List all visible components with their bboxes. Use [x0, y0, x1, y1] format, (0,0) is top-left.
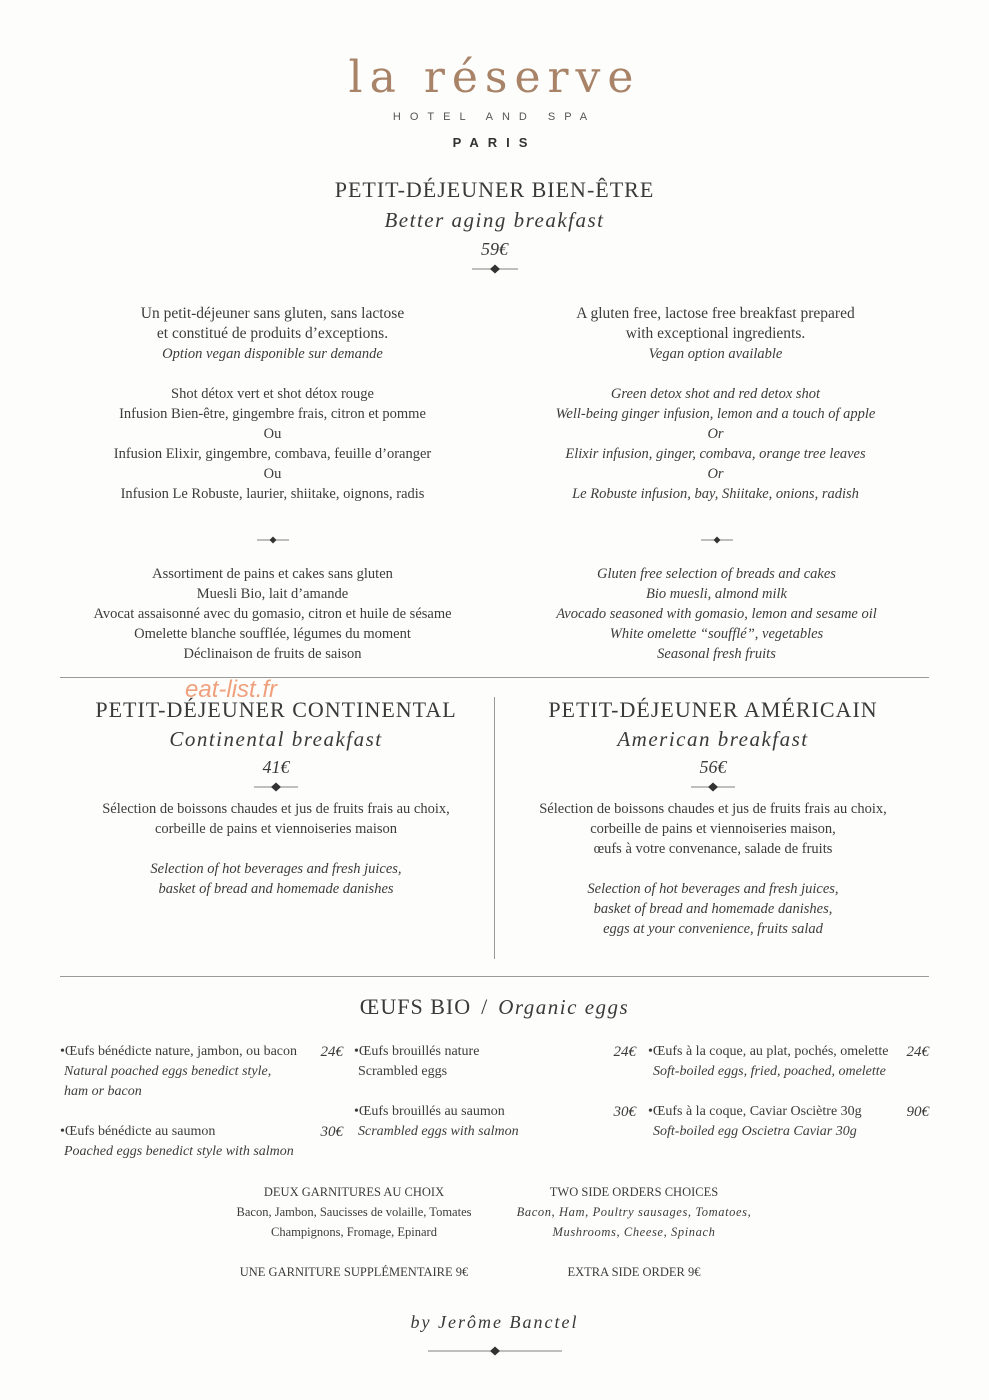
menu-line: Avocat assaisonné avec du gomasio, citron et huile de sésame	[93, 606, 452, 622]
egg-price: 24€	[320, 1044, 343, 1060]
menu-line: White omelette “soufflé”, vegetables	[609, 626, 824, 642]
american-title: PETIT-DÉJEUNER AMÉRICAIN	[548, 697, 878, 722]
menu-line: Sélection de boissons chaudes et jus de fruits frais au choix,	[539, 801, 887, 817]
menu-line: Elixir infusion, ginger, combava, orange tree leaves	[565, 446, 866, 462]
sides-line: Bacon, Ham, Poultry sausages, Tomatoes,	[516, 1205, 752, 1219]
sides-line: Mushrooms, Cheese, Spinach	[552, 1225, 716, 1239]
menu-line: Green detox shot and red detox shot	[610, 386, 821, 402]
menu-line: Well-being ginger infusion, lemon and a touch of apple	[555, 406, 876, 422]
egg-price: 90€	[906, 1104, 929, 1120]
menu-line: Bio muesli, almond milk	[646, 586, 787, 602]
egg-name: •Œufs brouillés au saumon	[354, 1104, 505, 1119]
extra-side-en: EXTRA SIDE ORDER 9€	[567, 1265, 701, 1279]
egg-item	[648, 1042, 929, 1082]
egg-price: 24€	[906, 1044, 929, 1060]
menu-line: Ou	[263, 466, 282, 482]
menu-line: Avocado seasoned with gomasio, lemon and sesame oil	[556, 606, 877, 622]
menu-line: Shot détox vert et shot détox rouge	[171, 386, 374, 402]
menu-line: Selection of hot beverages and fresh juices,	[150, 861, 402, 877]
wellness-food-fr	[50, 564, 495, 664]
menu-line: Muesli Bio, lait d’amande	[196, 586, 349, 602]
egg-name: •Œufs bénédicte nature, jambon, ou bacon	[60, 1044, 297, 1059]
egg-item	[648, 1102, 929, 1142]
american-price: 56€	[699, 757, 727, 777]
egg-item	[354, 1102, 636, 1142]
egg-item	[60, 1122, 343, 1162]
egg-name: •Œufs à la coque, au plat, pochés, omelette	[648, 1044, 889, 1059]
column-divider	[494, 697, 495, 959]
intro-line: et constitué de produits d’exceptions.	[156, 325, 389, 342]
logo-tagline: HOTEL AND SPA	[392, 111, 597, 123]
diamond-divider-icon	[691, 781, 735, 793]
egg-name: •Œufs brouillés nature	[354, 1044, 480, 1059]
egg-desc: ham or bacon	[64, 1084, 142, 1099]
menu-line: Seasonal fresh fruits	[657, 646, 776, 662]
menu-line: Sélection de boissons chaudes et jus de fruits frais au choix,	[102, 801, 450, 817]
wellness-intro-en	[503, 304, 928, 364]
egg-desc: Poached eggs benedict style with salmon	[64, 1144, 294, 1159]
menu-line: Le Robuste infusion, bay, Shiitake, onions, radish	[572, 486, 859, 502]
menu-line: Ou	[263, 426, 282, 442]
wellness-food-en	[494, 564, 939, 664]
eggs-title: ŒUFS BIO	[359, 994, 472, 1019]
continental-subtitle: Continental breakfast	[169, 727, 383, 751]
wellness-drinks-en	[503, 384, 928, 504]
sides-line: Bacon, Jambon, Saucisses de volaille, Tomates	[236, 1205, 472, 1219]
menu-line: Infusion Bien-être, gingembre frais, citron et pomme	[119, 406, 426, 422]
menu-line: Selection of hot beverages and fresh juices,	[587, 881, 839, 897]
egg-desc: Soft-boiled egg Oscietra Caviar 30g	[653, 1124, 857, 1139]
watermark: eat-list.fr	[185, 676, 278, 703]
menu-line: Assortiment de pains et cakes sans gluten	[152, 566, 393, 582]
egg-item	[354, 1042, 636, 1082]
wellness-title: PETIT-DÉJEUNER BIEN-ÊTRE	[334, 177, 655, 202]
diamond-divider-icon	[472, 263, 518, 275]
intro-line: A gluten free, lactose free breakfast prepared	[576, 305, 855, 322]
american-subtitle: American breakfast	[617, 727, 809, 751]
intro-line: with exceptional ingredients.	[625, 325, 806, 342]
extra-side-fr: UNE GARNITURE SUPPLÉMENTAIRE 9€	[239, 1265, 469, 1279]
egg-desc: Soft-boiled eggs, fried, poached, omelette	[653, 1064, 886, 1079]
menu-line: basket of bread and homemade danishes,	[593, 901, 833, 917]
egg-name: •Œufs à la coque, Caviar Osciètre 30g	[648, 1104, 862, 1119]
wellness-subtitle: Better aging breakfast	[384, 208, 605, 232]
logo-text: la réserve	[348, 52, 641, 103]
egg-desc: Natural poached eggs benedict style,	[64, 1064, 272, 1079]
diamond-divider-icon	[701, 535, 733, 545]
continental-section	[60, 697, 492, 899]
egg-desc: Scrambled eggs	[358, 1064, 448, 1079]
vegan-note: Option vegan disponible sur demande	[162, 346, 383, 362]
diamond-divider-icon	[254, 781, 298, 793]
menu-line: Déclinaison de fruits de saison	[183, 646, 362, 662]
eggs-title-slash: /	[481, 994, 489, 1019]
diamond-divider-icon	[257, 535, 289, 545]
diamond-divider-icon	[428, 1345, 562, 1357]
logo-city: PARIS	[452, 135, 537, 150]
menu-line: eggs at your convenience, fruits salad	[603, 921, 823, 937]
egg-price: 24€	[613, 1044, 636, 1060]
sides-title: DEUX GARNITURES AU CHOIX	[263, 1185, 445, 1199]
continental-price: 41€	[262, 757, 290, 777]
eggs-subtitle: Organic eggs	[498, 995, 630, 1019]
eggs-header	[0, 994, 989, 1020]
egg-price: 30€	[613, 1104, 636, 1120]
menu-line: corbeille de pains et viennoiseries maison,	[590, 821, 836, 837]
menu-line: Or	[707, 466, 724, 482]
egg-desc: Scrambled eggs with salmon	[358, 1124, 519, 1139]
wellness-header	[0, 177, 989, 275]
menu-line: Infusion Elixir, gingembre, combava, feuille d’oranger	[113, 446, 432, 462]
section-divider	[60, 976, 929, 977]
menu-line: Gluten free selection of breads and cakes	[597, 566, 836, 582]
menu-line: Omelette blanche soufflée, légumes du moment	[134, 626, 411, 642]
egg-item	[60, 1042, 343, 1102]
menu-line: œufs à votre convenance, salade de fruits	[593, 841, 833, 857]
american-section	[497, 697, 929, 939]
sides-fr	[204, 1182, 504, 1242]
continental-title: PETIT-DÉJEUNER CONTINENTAL	[95, 697, 457, 722]
sides-en	[484, 1182, 784, 1242]
wellness-drinks-fr	[60, 384, 485, 504]
chef-signature: by Jerôme Banctel	[410, 1312, 579, 1332]
wellness-intro-fr	[60, 304, 485, 364]
egg-name: •Œufs bénédicte au saumon	[60, 1124, 216, 1139]
egg-price: 30€	[320, 1124, 343, 1140]
sides-title: TWO SIDE ORDERS CHOICES	[549, 1185, 719, 1199]
wellness-price: 59€	[481, 239, 508, 259]
vegan-note: Vegan option available	[648, 346, 783, 362]
menu-line: corbeille de pains et viennoiseries maison	[155, 821, 397, 837]
menu-line: Infusion Le Robuste, laurier, shiitake, oignons, radis	[120, 486, 425, 502]
intro-line: Un petit-déjeuner sans gluten, sans lactose	[140, 305, 405, 322]
menu-line: Or	[707, 426, 724, 442]
menu-line: basket of bread and homemade danishes	[158, 881, 394, 897]
sides-line: Champignons, Fromage, Epinard	[271, 1225, 437, 1239]
